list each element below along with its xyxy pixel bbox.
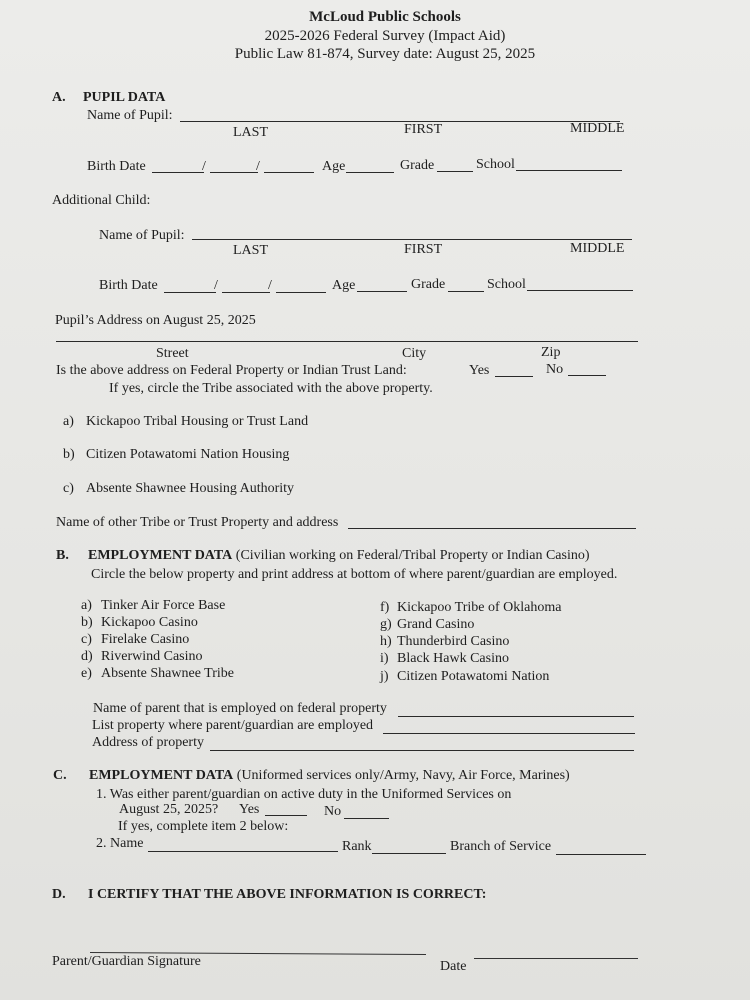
birth-date-slash-2: /: [214, 278, 218, 293]
first-name-caption-2: FIRST: [404, 242, 443, 257]
property-letter: g): [380, 617, 392, 632]
tribe-option-kickapoo[interactable]: Kickapoo Tribal Housing or Trust Land: [86, 414, 309, 429]
tribe-option-letter: c): [63, 481, 74, 496]
property-kickapoo-tribe[interactable]: Kickapoo Tribe of Oklahoma: [397, 600, 562, 615]
federal-yes-field[interactable]: [495, 376, 533, 377]
certification-statement: I CERTIFY THAT THE ABOVE INFORMATION IS CORRECT:: [88, 887, 487, 902]
section-b-letter: B.: [56, 548, 69, 563]
section-b-instruction: Circle the below property and print address at bottom of where parent/guardian are employed.: [91, 567, 618, 582]
middle-name-caption-2: MIDDLE: [570, 241, 625, 256]
property-letter: a): [81, 598, 92, 613]
property-letter: e): [81, 666, 92, 681]
active-duty-no-label: No: [324, 804, 342, 819]
last-name-caption-2: LAST: [233, 243, 268, 258]
property-letter: i): [380, 651, 389, 666]
school-field-2[interactable]: [527, 290, 633, 291]
birth-date-slash: /: [202, 159, 206, 174]
list-property-label: List property where parent/guardian are employed: [92, 718, 374, 733]
birth-month-field[interactable]: [152, 172, 204, 173]
birth-day-field-2[interactable]: [222, 292, 270, 293]
branch-field[interactable]: [556, 854, 646, 855]
birth-day-field[interactable]: [210, 172, 258, 173]
section-b-title: EMPLOYMENT DATA: [88, 548, 233, 563]
branch-label: Branch of Service: [450, 839, 552, 854]
active-duty-yes-label: Yes: [239, 802, 260, 817]
age-label-2: Age: [332, 278, 356, 293]
property-riverwind[interactable]: Riverwind Casino: [101, 649, 203, 664]
school-name: McLoud Public Schools: [309, 9, 461, 25]
section-c-subtitle: (Uniformed services only/Army, Navy, Air Force, Marines): [236, 768, 570, 783]
tribe-option-potawatomi[interactable]: Citizen Potawatomi Nation Housing: [86, 447, 290, 462]
property-tinker[interactable]: Tinker Air Force Base: [101, 598, 226, 613]
active-duty-followup: If yes, complete item 2 below:: [118, 819, 289, 834]
birth-date-label-2: Birth Date: [99, 278, 158, 293]
first-name-caption: FIRST: [404, 122, 443, 137]
address-label: Pupil’s Address on August 25, 2025: [55, 313, 256, 328]
federal-no-field[interactable]: [568, 375, 606, 376]
property-letter: d): [81, 649, 93, 664]
date-label: Date: [440, 959, 467, 974]
address-field[interactable]: [56, 341, 638, 342]
other-tribe-label: Name of other Tribe or Trust Property and address: [56, 515, 339, 530]
property-kickapoo-casino[interactable]: Kickapoo Casino: [101, 615, 198, 630]
middle-name-caption: MIDDLE: [570, 121, 625, 136]
birth-date-slash: /: [256, 159, 260, 174]
property-black-hawk[interactable]: Black Hawk Casino: [397, 651, 509, 666]
school-label: School: [476, 157, 515, 172]
service-name-field[interactable]: [148, 851, 338, 852]
grade-label: Grade: [400, 158, 435, 173]
list-property-field[interactable]: [383, 733, 635, 734]
birth-date-slash-2: /: [268, 278, 272, 293]
parent-name-field[interactable]: [398, 716, 634, 717]
section-c-heading: [89, 767, 570, 784]
zip-caption: Zip: [541, 345, 561, 360]
property-citizen-potawatomi[interactable]: Citizen Potawatomi Nation: [397, 669, 550, 684]
active-duty-no-field[interactable]: [344, 818, 389, 819]
birth-year-field-2[interactable]: [276, 292, 326, 293]
property-letter: f): [380, 600, 390, 615]
property-firelake[interactable]: Firelake Casino: [101, 632, 190, 647]
age-field[interactable]: [346, 172, 394, 173]
active-duty-yes-field[interactable]: [265, 815, 307, 816]
birth-date-label: Birth Date: [87, 159, 146, 174]
signature-label: Parent/Guardian Signature: [52, 954, 201, 969]
survey-law-date: Public Law 81-874, Survey date: August 25, 2025: [234, 46, 536, 62]
school-field[interactable]: [516, 170, 622, 171]
section-c-letter: C.: [53, 768, 67, 783]
active-duty-date: August 25, 2025?: [119, 802, 219, 817]
birth-month-field-2[interactable]: [164, 292, 216, 293]
grade-label-2: Grade: [411, 277, 446, 292]
service-name-label: 2. Name: [96, 836, 144, 851]
pupil-name-field-2[interactable]: [192, 239, 632, 240]
school-label-2: School: [487, 277, 526, 292]
federal-yes-label: Yes: [469, 363, 490, 378]
grade-field-2[interactable]: [448, 291, 484, 292]
rank-label: Rank: [342, 839, 372, 854]
rank-field[interactable]: [372, 853, 446, 854]
pupil-name-label-2: Name of Pupil:: [99, 228, 185, 243]
tribe-option-letter: b): [63, 447, 75, 462]
property-letter: j): [380, 669, 389, 684]
property-letter: c): [81, 632, 92, 647]
property-absente-shawnee[interactable]: Absente Shawnee Tribe: [101, 666, 234, 681]
property-address-field[interactable]: [210, 750, 634, 751]
other-tribe-field[interactable]: [348, 528, 636, 529]
property-letter: b): [81, 615, 93, 630]
federal-property-question: Is the above address on Federal Property or Indian Trust Land:: [56, 363, 407, 378]
street-caption: Street: [156, 346, 189, 361]
birth-year-field[interactable]: [264, 172, 314, 173]
pupil-name-label: Name of Pupil:: [87, 108, 173, 123]
section-a-letter: A.: [52, 90, 66, 105]
section-c-title: EMPLOYMENT DATA: [89, 768, 234, 783]
section-b-subtitle: (Civilian working on Federal/Tribal Property or Indian Casino): [235, 548, 590, 563]
grade-field[interactable]: [437, 171, 473, 172]
parent-name-label: Name of parent that is employed on federal property: [93, 701, 387, 716]
date-field[interactable]: [474, 958, 638, 959]
property-grand-casino[interactable]: Grand Casino: [397, 617, 475, 632]
city-caption: City: [402, 346, 427, 361]
survey-title: 2025-2026 Federal Survey (Impact Aid): [264, 28, 506, 44]
section-b-heading: [88, 547, 590, 564]
tribe-instruction: If yes, circle the Tribe associated with the above property.: [109, 381, 433, 396]
property-address-label: Address of property: [92, 735, 204, 750]
pupil-name-field[interactable]: [180, 121, 620, 122]
tribe-option-letter: a): [63, 414, 74, 429]
section-d-letter: D.: [52, 887, 66, 902]
additional-child-label: Additional Child:: [52, 193, 151, 208]
tribe-option-shawnee[interactable]: Absente Shawnee Housing Authority: [86, 481, 295, 496]
age-field-2[interactable]: [357, 291, 407, 292]
active-duty-question: 1. Was either parent/guardian on active duty in the Uniformed Services on: [96, 787, 512, 802]
last-name-caption: LAST: [233, 125, 268, 140]
property-letter: h): [380, 634, 392, 649]
property-thunderbird[interactable]: Thunderbird Casino: [397, 634, 510, 649]
federal-no-label: No: [546, 362, 564, 377]
section-a-title: PUPIL DATA: [83, 90, 166, 105]
age-label: Age: [322, 159, 346, 174]
